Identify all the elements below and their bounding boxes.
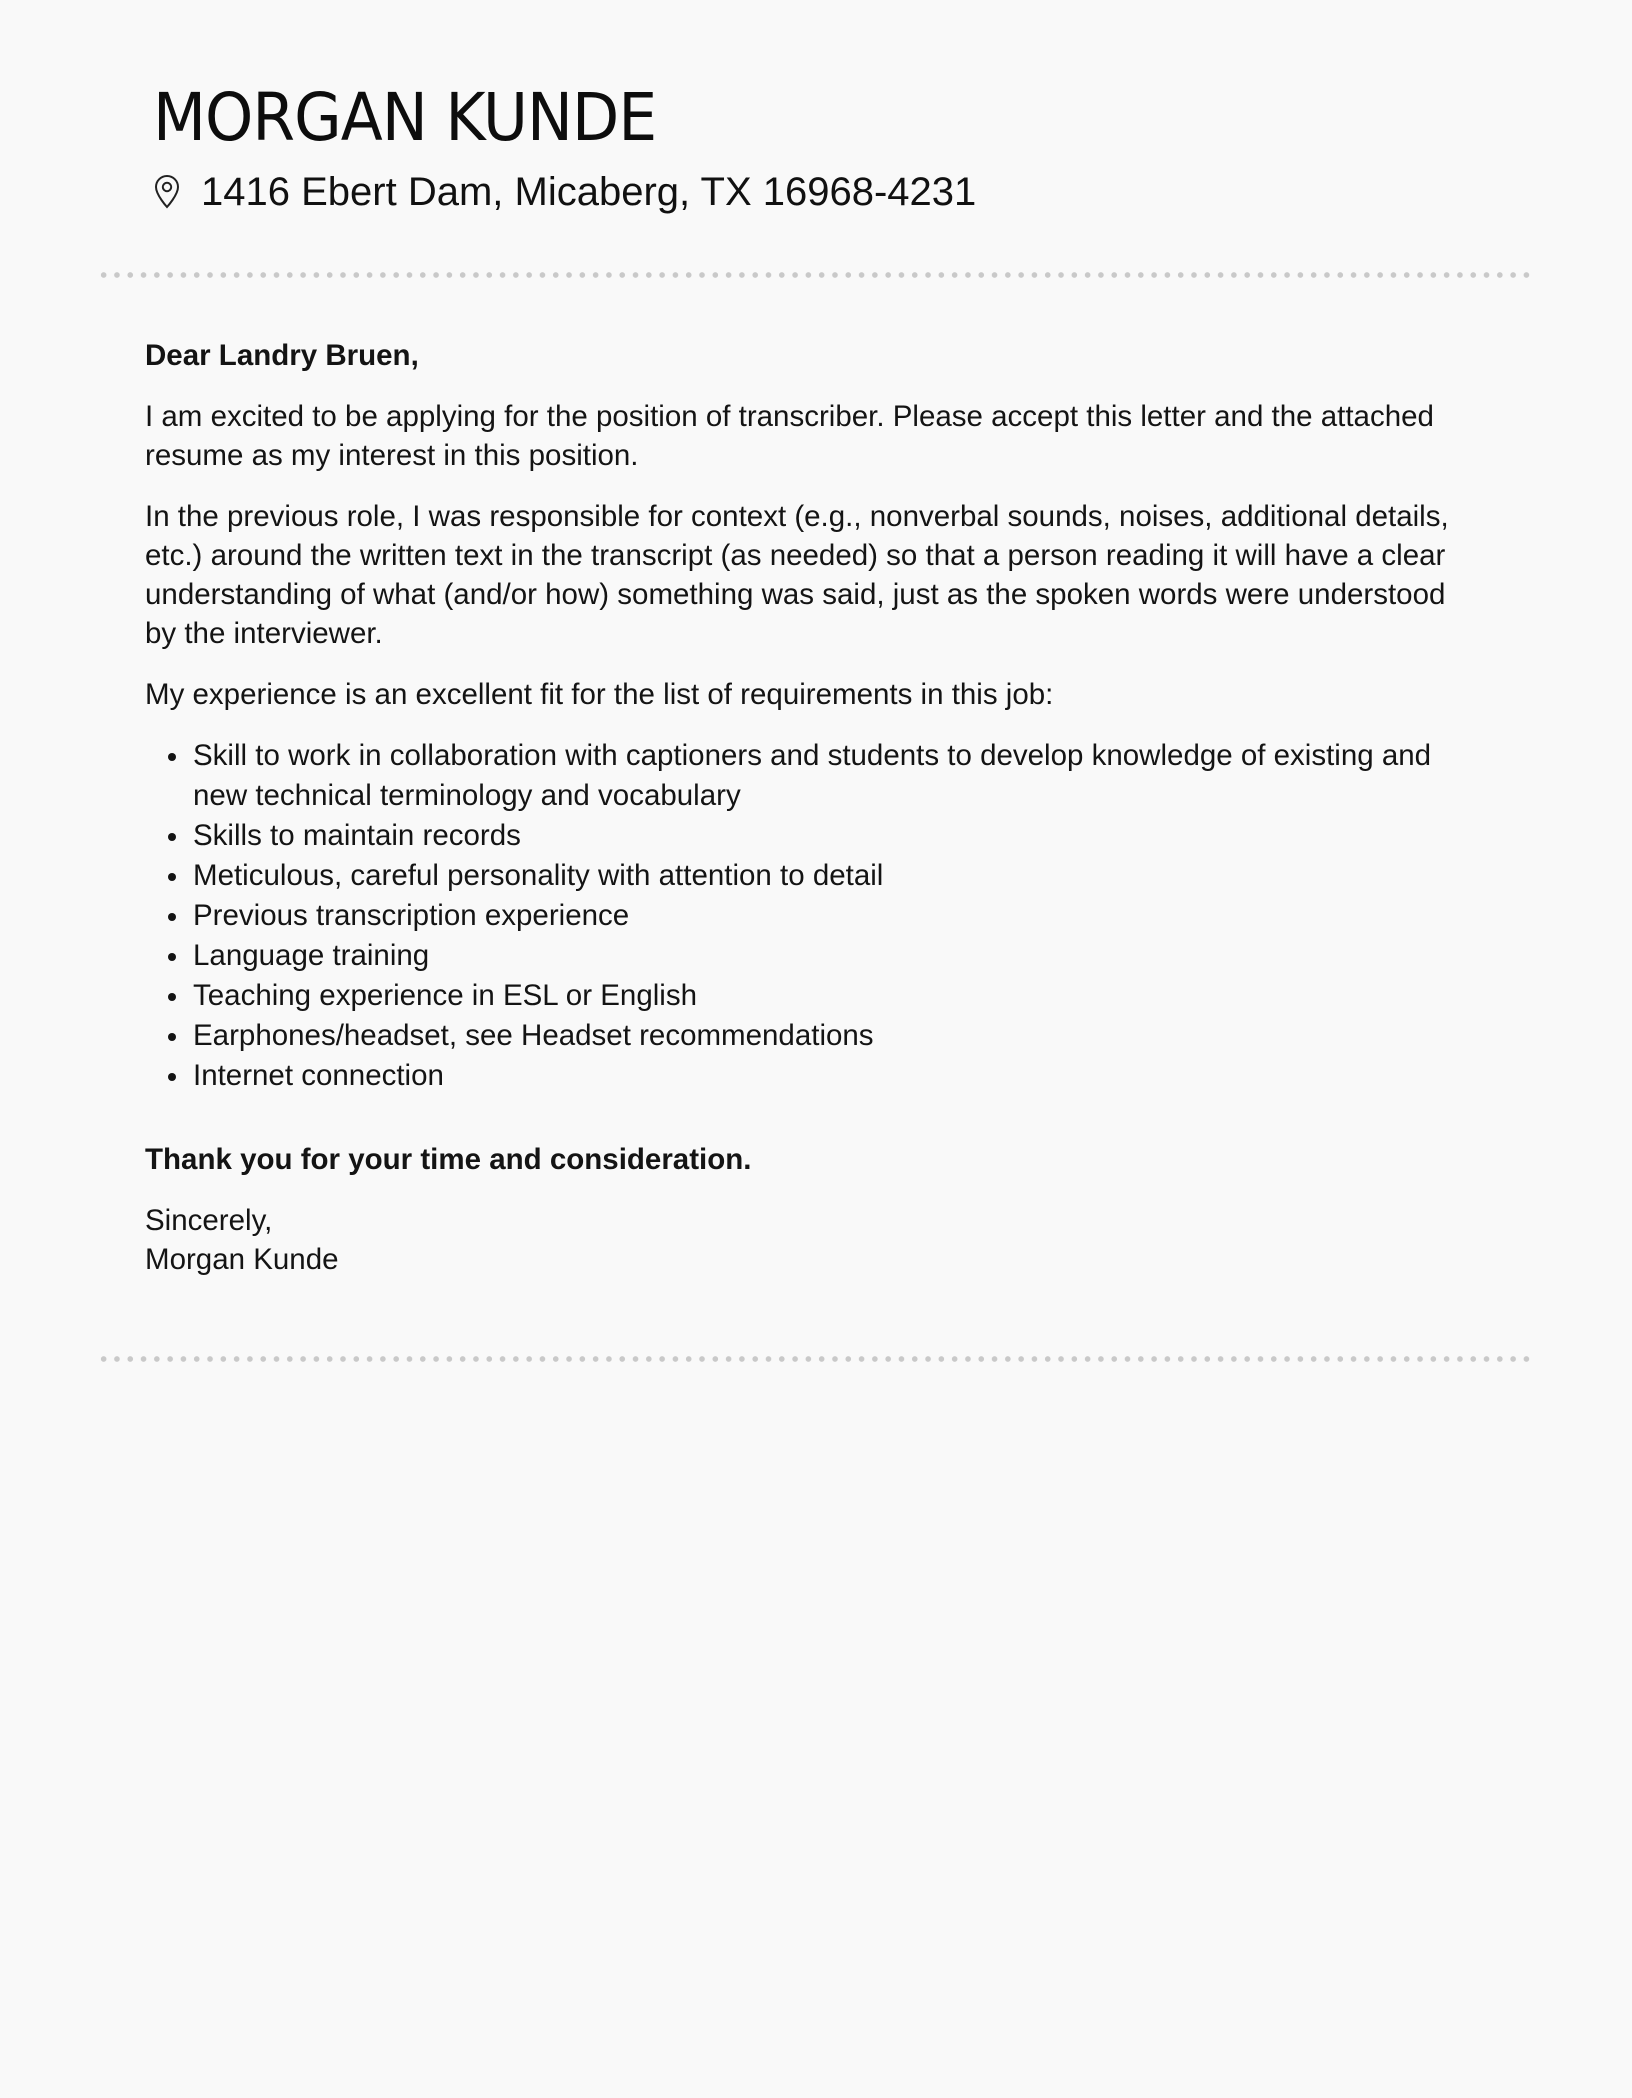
- list-item: Language training: [193, 936, 1475, 976]
- list-item: Skill to work in collaboration with captioners and students to develop knowledge of existing and new technical terminology and vocabulary: [193, 736, 1475, 816]
- bottom-dotted-divider: [97, 1356, 1535, 1362]
- list-item: Teaching experience in ESL or English: [193, 976, 1475, 1016]
- signature-name: Morgan Kunde: [145, 1243, 339, 1276]
- address-line: [153, 166, 1503, 218]
- list-item: Earphones/headset, see Headset recommendations: [193, 1016, 1475, 1056]
- top-dotted-divider: [97, 272, 1535, 278]
- address-text: 1416 Ebert Dam, Micaberg, TX 16968-4231: [201, 170, 977, 214]
- applicant-name: MORGAN KUNDE: [153, 79, 657, 156]
- salutation: Dear Landry Bruen,: [145, 339, 419, 372]
- list-item: Internet connection: [193, 1056, 1475, 1096]
- letter-body: [145, 336, 1475, 1279]
- list-item: Skills to maintain records: [193, 816, 1475, 856]
- paragraph-fit: My experience is an excellent fit for the list of requirements in this job:: [145, 678, 1054, 711]
- letter-header: [153, 78, 1503, 218]
- list-item: Previous transcription experience: [193, 896, 1475, 936]
- paragraph-intro: I am excited to be applying for the position of transcriber. Please accept this letter and the attached resume as my interest in this position.: [145, 400, 1434, 472]
- requirements-list: [145, 736, 1475, 1096]
- signoff: Sincerely,: [145, 1204, 273, 1237]
- list-item: Meticulous, careful personality with attention to detail: [193, 856, 1475, 896]
- closing-statement: Thank you for your time and consideration.: [145, 1143, 752, 1176]
- map-pin-icon: [153, 172, 181, 212]
- paragraph-experience: In the previous role, I was responsible for context (e.g., nonverbal sounds, noises, additional details, etc.) around the written text in the transcript (as needed) so that a person reading it will have a clear understanding of what (and/or how) something was said, just as the spoken words were understood by the interviewer.: [145, 500, 1449, 650]
